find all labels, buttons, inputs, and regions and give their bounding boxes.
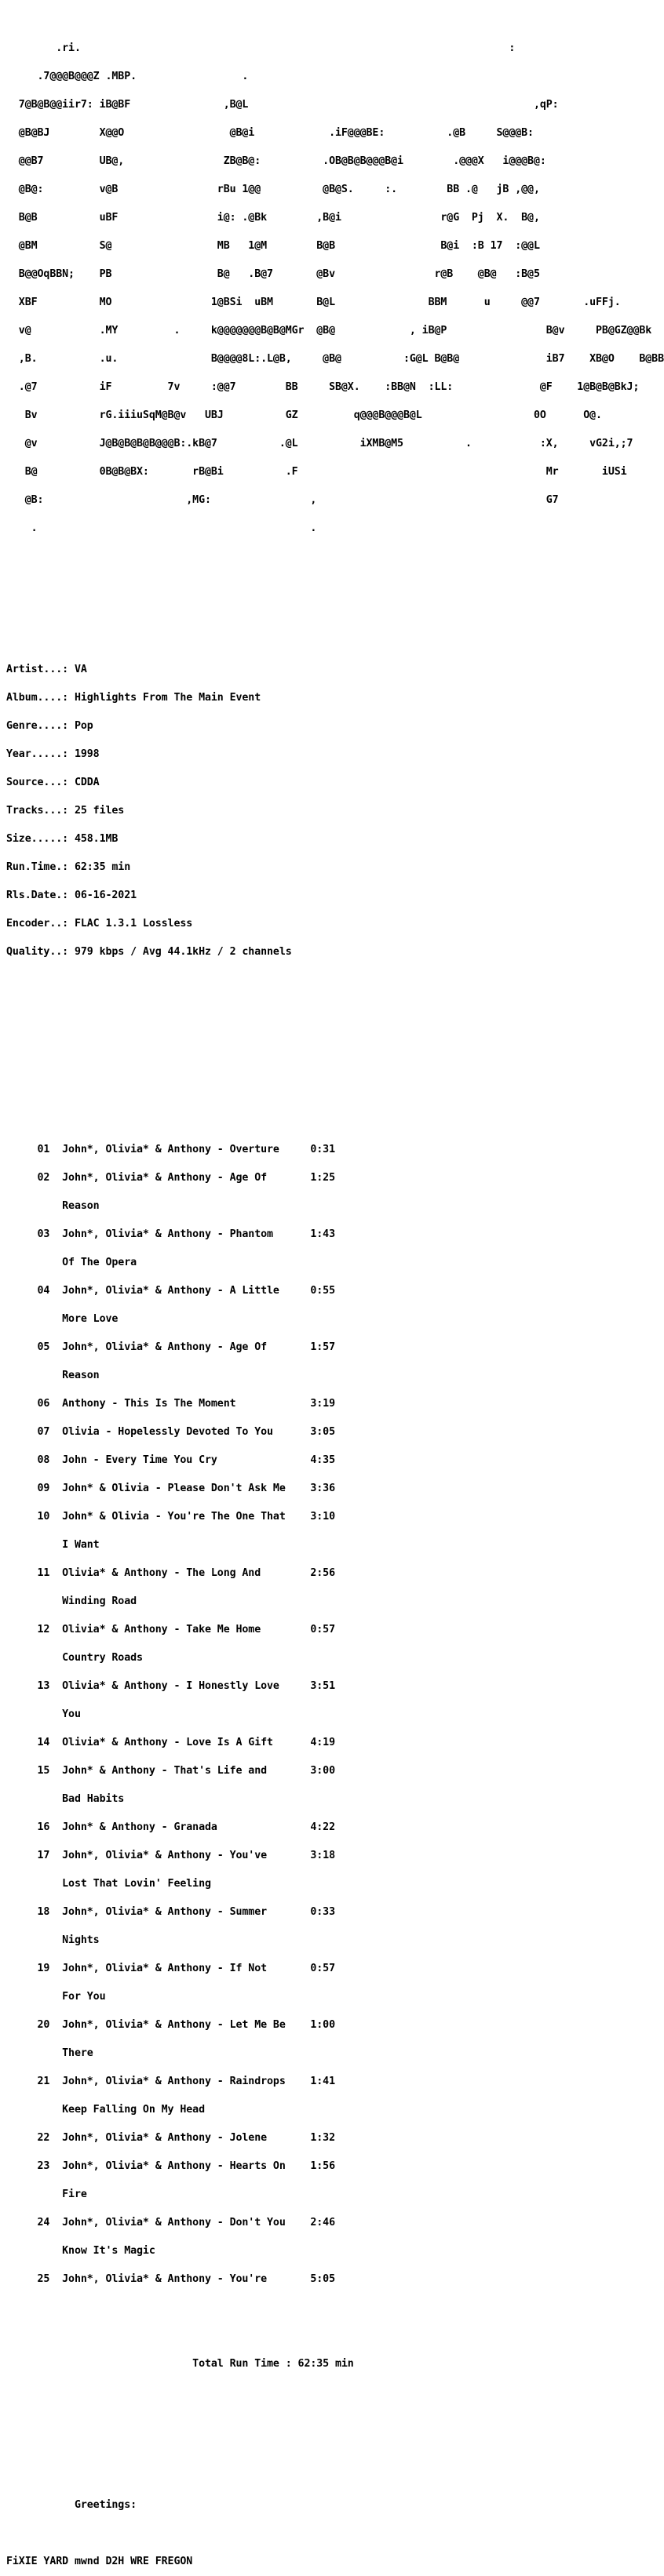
blank-line	[6, 2388, 664, 2397]
track-line: 07 Olivia - Hopelessly Devoted To You 3:05	[6, 1426, 335, 1438]
blank-line	[6, 1004, 664, 1013]
track-line: 18 John*, Olivia* & Anthony - Summer 0:33	[6, 1906, 335, 1918]
ascii-art-logo	[6, 25, 664, 552]
blank-line	[6, 1061, 664, 1070]
info-release-date: Rls.Date.: 06-16-2021	[6, 890, 137, 901]
blank-line	[6, 1032, 664, 1042]
track-line: 08 John - Every Time You Cry 4:35	[6, 1454, 335, 1466]
greetings-text: FiXIE YARD mwnd D2H WRE FREGON	[6, 2556, 193, 2567]
blank-line	[6, 2416, 664, 2425]
track-line: 20 John*, Olivia* & Anthony - Let Me Be 1:00	[6, 2019, 335, 2031]
track-line: 01 John*, Olivia* & Anthony - Overture 0:31	[6, 1144, 335, 1155]
track-line: 25 John*, Olivia* & Anthony - You're 5:05	[6, 2273, 335, 2285]
release-info	[6, 646, 664, 976]
track-line: Of The Opera	[6, 1257, 137, 1268]
track-line: You	[6, 1708, 81, 1720]
ascii-art-line: ,B. .u. B@@@@8L:.L@B, @B@ :G@L B@B@ iB7 XB@O B@BB	[6, 353, 664, 365]
info-genre: Genre....: Pop	[6, 720, 93, 732]
track-line: There	[6, 2047, 93, 2059]
track-line: Keep Falling On My Head	[6, 2104, 205, 2116]
blank-line	[6, 580, 664, 590]
info-tracks: Tracks...: 25 files	[6, 805, 125, 817]
track-line: Know It's Magic	[6, 2245, 155, 2257]
ascii-art-line: @B@: v@B rBu 1@@ @B@S. :. BB .@ jB ,@@,	[6, 184, 540, 195]
track-line: For You	[6, 1991, 106, 2003]
nfo-document	[6, 6, 664, 2576]
track-line: Lost That Lovin' Feeling	[6, 1878, 211, 1890]
blank-line	[6, 2472, 664, 2482]
ascii-art-line: XBF MO 1@BSi uBM B@L BBM u @@7 .uFFj.	[6, 297, 621, 308]
blank-line	[6, 2529, 664, 2538]
ascii-art-line: v@ .MY . k@@@@@@@B@B@MGr @B@ , iB@P B@v PB@GZ@@Bk	[6, 325, 652, 337]
ascii-art-line: .@7 iF 7v :@@7 BB SB@X. :BB@N :LL: @F 1@B@B@BkJ;	[6, 381, 640, 393]
info-artist: Artist...: VA	[6, 664, 87, 675]
ascii-art-line: .ri. :	[6, 42, 516, 54]
ascii-art-line: B@ 0B@B@BX: rB@Bi .F Mr iUSi	[6, 466, 627, 478]
blank-line	[6, 2444, 664, 2454]
track-line: 13 Olivia* & Anthony - I Honestly Love 3:51	[6, 1680, 335, 1692]
track-line: 19 John*, Olivia* & Anthony - If Not 0:57	[6, 1963, 335, 1974]
track-line: Reason	[6, 1370, 100, 1381]
total-run-time: Total Run Time : 62:35 min	[6, 2358, 354, 2370]
greetings-label: Greetings:	[6, 2499, 137, 2511]
ascii-art-line: .7@@@B@@@Z .MBP. .	[6, 71, 249, 82]
track-line: 17 John*, Olivia* & Anthony - You've 3:18	[6, 1850, 335, 1861]
tracklist	[6, 1126, 664, 2303]
track-line: Bad Habits	[6, 1793, 125, 1805]
ascii-art-line: @B@BJ X@@O @B@i .iF@@@BE: .@B S@@@B:	[6, 127, 534, 139]
track-line: 02 John*, Olivia* & Anthony - Age Of 1:25	[6, 1172, 335, 1184]
track-line: 12 Olivia* & Anthony - Take Me Home 0:57	[6, 1624, 335, 1635]
track-line: 24 John*, Olivia* & Anthony - Don't You 2:46	[6, 2217, 335, 2229]
track-line: Fire	[6, 2189, 87, 2200]
info-source: Source...: CDDA	[6, 777, 100, 788]
ascii-art-line: Bv rG.iiiuSqM@B@v UBJ GZ q@@@B@@@B@L 0O O@.	[6, 409, 602, 421]
track-line: 21 John*, Olivia* & Anthony - Raindrops 1:41	[6, 2076, 335, 2087]
ascii-art-line: B@B uBF i@: .@Bk ,B@i r@G Pj X. B@,	[6, 212, 540, 224]
track-line: 06 Anthony - This Is The Moment 3:19	[6, 1398, 335, 1410]
ascii-art-line: B@@OqBBN; PB B@ .B@7 @Bv r@B @B@ :B@5	[6, 268, 540, 280]
ascii-art-line: @v J@B@B@B@B@@@B:.kB@7 .@L iXMB@M5 . :X, vG2i,;7	[6, 438, 633, 449]
info-run-time: Run.Time.: 62:35 min	[6, 861, 131, 873]
info-quality: Quality..: 979 kbps / Avg 44.1kHz / 2 channels	[6, 946, 292, 958]
track-line: 05 John*, Olivia* & Anthony - Age Of 1:57	[6, 1341, 335, 1353]
track-line: Winding Road	[6, 1595, 137, 1607]
info-size: Size.....: 458.1MB	[6, 833, 119, 845]
track-line: 10 John* & Olivia - You're The One That 3:10	[6, 1511, 335, 1523]
track-line: 03 John*, Olivia* & Anthony - Phantom 1:43	[6, 1228, 335, 1240]
track-line: 22 John*, Olivia* & Anthony - Jolene 1:32	[6, 2132, 335, 2144]
track-line: 14 Olivia* & Anthony - Love Is A Gift 4:19	[6, 1737, 335, 1748]
blank-line	[6, 2331, 664, 2341]
info-album: Album....: Highlights From The Main Event	[6, 692, 261, 704]
ascii-art-line: @BM S@ MB 1@M B@B B@i :B 17 :@@L	[6, 240, 540, 252]
track-line: 04 John*, Olivia* & Anthony - A Little 0:55	[6, 1285, 335, 1297]
track-line: More Love	[6, 1313, 119, 1325]
info-year: Year.....: 1998	[6, 748, 100, 760]
track-line: 16 John* & Anthony - Granada 4:22	[6, 1821, 335, 1833]
track-line: Country Roads	[6, 1652, 143, 1664]
ascii-art-line: @B: ,MG: , G7	[6, 494, 559, 506]
ascii-art-line: @@B7 UB@, ZB@B@: .OB@B@B@@@B@i .@@@X i@@@B@:	[6, 155, 546, 167]
track-line: 11 Olivia* & Anthony - The Long And 2:56	[6, 1567, 335, 1579]
track-line: I Want	[6, 1539, 100, 1551]
blank-line	[6, 609, 664, 618]
track-line: 09 John* & Olivia - Please Don't Ask Me 3:36	[6, 1483, 335, 1494]
track-line: 15 John* & Anthony - That's Life and 3:00	[6, 1765, 335, 1777]
track-line: Reason	[6, 1200, 100, 1212]
info-encoder: Encoder..: FLAC 1.3.1 Lossless	[6, 918, 193, 930]
ascii-art-line: 7@B@B@@iir7: iB@BF ,B@L ,qP:	[6, 99, 559, 111]
ascii-art-line: . .	[6, 522, 317, 534]
track-line: Nights	[6, 1934, 100, 1946]
track-line: 23 John*, Olivia* & Anthony - Hearts On 1:56	[6, 2160, 335, 2172]
blank-line	[6, 1089, 664, 1098]
